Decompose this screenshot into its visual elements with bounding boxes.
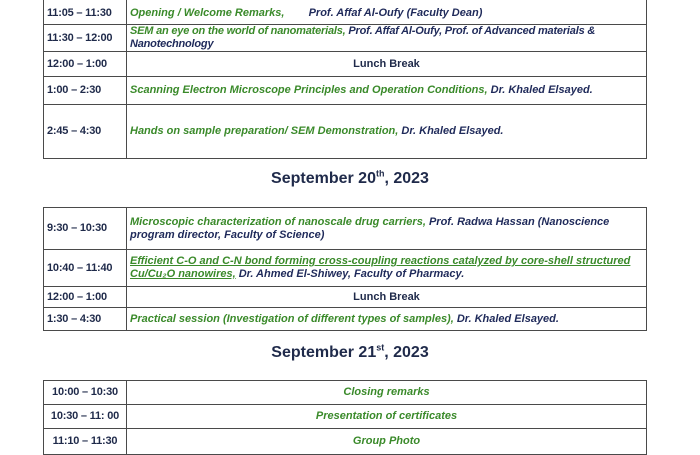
session-speaker: Prof. Radwa Hassan (Nanoscience program director, Faculty of Science): [130, 215, 610, 241]
time-cell: 12:00 – 1:00: [44, 287, 127, 308]
lunch-break-cell: Lunch Break: [127, 287, 647, 308]
session-topic: Efficient C-O and C-N bond forming cross-coupling reactions catalyzed by core-shell structured Cu/Cu₂O nanowires,: [130, 255, 631, 280]
table-row: [44, 308, 647, 331]
table-row: [44, 405, 647, 429]
table-row: [44, 0, 647, 25]
table-row: [44, 208, 647, 250]
table-row: [44, 105, 647, 159]
session-cell: [127, 250, 647, 287]
session-topic: Presentation of certificates: [127, 405, 647, 429]
table-row: [44, 52, 647, 77]
session-topic: Practical session (Investigation of different types of samples),: [130, 312, 454, 325]
day3-schedule-table: [43, 380, 647, 455]
time-cell: 1:00 – 2:30: [44, 77, 127, 105]
table-row: [44, 381, 647, 405]
day2-schedule-table: [43, 207, 647, 331]
session-topic: Microscopic characterization of nanoscale drug carriers,: [130, 215, 426, 228]
table-row: [44, 287, 647, 308]
session-speaker: Dr. Ahmed El-Shiwey, Faculty of Pharmacy.: [238, 268, 465, 280]
day2-heading: September 20th, 2023: [271, 168, 429, 187]
time-cell: 10:00 – 10:30: [44, 381, 127, 405]
session-cell: [127, 105, 647, 159]
day3-heading: September 21st, 2023: [271, 342, 429, 361]
time-cell: 2:45 – 4:30: [44, 105, 127, 159]
session-topic: Scanning Electron Microscope Principles and Operation Conditions,: [130, 84, 488, 96]
session-topic: Closing remarks: [127, 381, 647, 405]
session-speaker: Dr. Khaled Elsayed.: [456, 312, 559, 325]
session-topic: Hands on sample preparation/ SEM Demonstration,: [130, 125, 399, 137]
lunch-break-cell: Lunch Break: [127, 52, 647, 77]
session-topic: Opening / Welcome Remarks,: [130, 7, 285, 19]
session-speaker: Prof. Affaf Al-Oufy, Prof. of Advanced materials & Nanotechnology: [130, 25, 596, 50]
session-cell: [127, 208, 647, 250]
time-cell: 12:00 – 1:00: [44, 52, 127, 77]
session-cell: [127, 308, 647, 331]
time-cell: 9:30 – 10:30: [44, 208, 127, 250]
time-cell: 10:30 – 11: 00: [44, 405, 127, 429]
session-cell: [127, 0, 647, 25]
table-row: [44, 250, 647, 287]
time-cell: 1:30 – 4:30: [44, 308, 127, 331]
time-cell: 11:30 – 12:00: [44, 25, 127, 52]
session-speaker: Dr. Khaled Elsayed.: [401, 125, 504, 137]
session-speaker: Dr. Khaled Elsayed.: [490, 84, 593, 96]
table-row: [44, 429, 647, 455]
session-speaker: Prof. Affaf Al-Oufy (Faculty Dean): [308, 7, 483, 19]
day1-schedule-table: [43, 0, 647, 159]
session-topic: Group Photo: [127, 429, 647, 455]
table-row: [44, 25, 647, 52]
time-cell: 10:40 – 11:40: [44, 250, 127, 287]
session-cell: [127, 77, 647, 105]
session-cell: [127, 25, 647, 52]
table-row: [44, 77, 647, 105]
time-cell: 11:05 – 11:30: [44, 0, 127, 25]
time-cell: 11:10 – 11:30: [44, 429, 127, 455]
session-topic: SEM an eye on the world of nanomaterials,: [130, 25, 346, 37]
